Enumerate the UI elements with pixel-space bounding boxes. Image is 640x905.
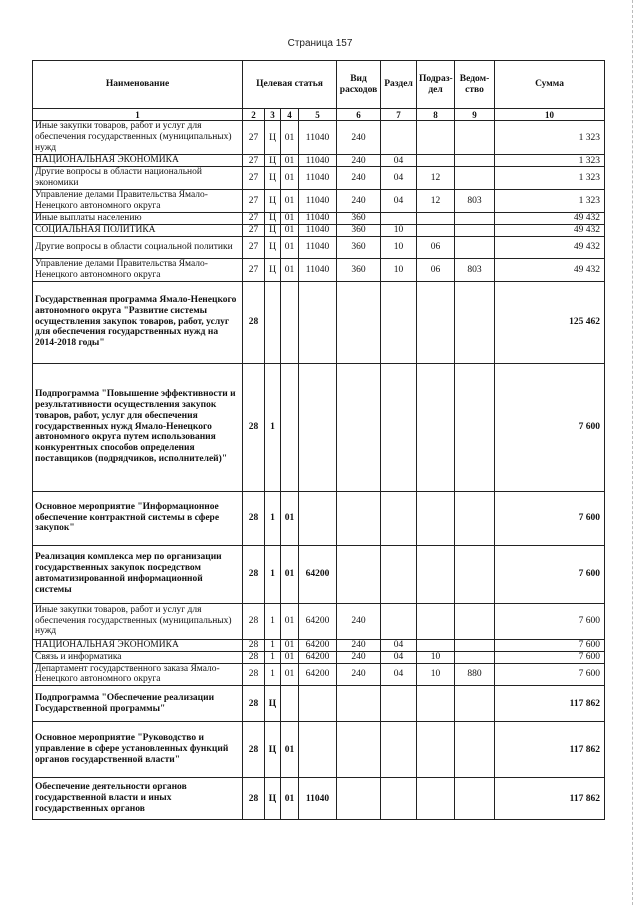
row-direction-code: 11040 xyxy=(299,778,337,820)
row-section xyxy=(381,778,417,820)
row-section xyxy=(381,281,417,363)
row-expense-type: 360 xyxy=(337,212,381,224)
row-program-code: 28 xyxy=(243,663,265,686)
row-subsection xyxy=(417,155,455,167)
row-name: Обеспечение деятельности органов государственной власти и иных государственных органов xyxy=(33,778,243,820)
row-direction-code: 64200 xyxy=(299,663,337,686)
row-department xyxy=(455,281,495,363)
column-number: 9 xyxy=(455,109,495,121)
row-direction-code: 11040 xyxy=(299,224,337,236)
page-edge xyxy=(632,0,634,905)
table-row xyxy=(33,778,605,820)
row-section: 10 xyxy=(381,224,417,236)
row-amount: 1 323 xyxy=(495,189,605,212)
row-subsection: 10 xyxy=(417,651,455,663)
row-name: Другие вопросы в области социальной политики xyxy=(33,236,243,258)
row-subsection: 06 xyxy=(417,236,455,258)
row-direction-code: 64200 xyxy=(299,651,337,663)
row-event-code: 01 xyxy=(281,778,299,820)
row-event-code: 01 xyxy=(281,189,299,212)
table-row xyxy=(33,639,605,651)
row-program-code: 27 xyxy=(243,212,265,224)
row-direction-code: 64200 xyxy=(299,603,337,639)
row-subprogram-code: 1 xyxy=(265,545,281,603)
row-section xyxy=(381,545,417,603)
row-department: 880 xyxy=(455,663,495,686)
table-row xyxy=(33,212,605,224)
row-name: Основное мероприятие "Руководство и управление в сфере установленных функций органов государственной власти" xyxy=(33,722,243,778)
row-department xyxy=(455,224,495,236)
row-subsection: 12 xyxy=(417,167,455,190)
row-section: 10 xyxy=(381,258,417,281)
row-program-code: 28 xyxy=(243,639,265,651)
budget-table xyxy=(32,60,605,820)
row-name: НАЦИОНАЛЬНАЯ ЭКОНОМИКА xyxy=(33,639,243,651)
column-number: 4 xyxy=(281,109,299,121)
header-subsection: Подраз- дел xyxy=(417,61,455,109)
row-section: 04 xyxy=(381,639,417,651)
row-name: Подпрограмма "Обеспечение реализации Государственной программы" xyxy=(33,686,243,722)
row-program-code: 27 xyxy=(243,236,265,258)
row-subprogram-code: Ц xyxy=(265,236,281,258)
row-name: СОЦИАЛЬНАЯ ПОЛИТИКА xyxy=(33,224,243,236)
row-subprogram-code: Ц xyxy=(265,121,281,155)
table-row xyxy=(33,155,605,167)
row-event-code: 01 xyxy=(281,603,299,639)
row-amount: 117 862 xyxy=(495,778,605,820)
row-amount: 7 600 xyxy=(495,651,605,663)
column-number: 5 xyxy=(299,109,337,121)
row-section xyxy=(381,363,417,491)
row-program-code: 28 xyxy=(243,363,265,491)
row-department xyxy=(455,491,495,545)
row-subprogram-code: Ц xyxy=(265,167,281,190)
table-row xyxy=(33,224,605,236)
row-name: Управление делами Правительства Ямало-Ненецкого автономного округа xyxy=(33,189,243,212)
column-number: 2 xyxy=(243,109,265,121)
row-program-code: 27 xyxy=(243,121,265,155)
row-department xyxy=(455,212,495,224)
row-expense-type: 240 xyxy=(337,189,381,212)
row-subprogram-code: Ц xyxy=(265,258,281,281)
row-expense-type: 240 xyxy=(337,663,381,686)
row-department xyxy=(455,545,495,603)
row-direction-code: 11040 xyxy=(299,189,337,212)
row-amount: 49 432 xyxy=(495,212,605,224)
row-section: 04 xyxy=(381,155,417,167)
row-event-code: 01 xyxy=(281,236,299,258)
table-row xyxy=(33,651,605,663)
row-name: Иные закупки товаров, работ и услуг для обеспечения государственных (муниципальных) нужд xyxy=(33,121,243,155)
row-department xyxy=(455,363,495,491)
row-program-code: 27 xyxy=(243,155,265,167)
row-program-code: 28 xyxy=(243,686,265,722)
row-event-code xyxy=(281,281,299,363)
row-subsection xyxy=(417,722,455,778)
row-section xyxy=(381,212,417,224)
row-direction-code: 11040 xyxy=(299,155,337,167)
row-subprogram-code: 1 xyxy=(265,491,281,545)
row-program-code: 28 xyxy=(243,651,265,663)
row-amount: 7 600 xyxy=(495,363,605,491)
row-subsection xyxy=(417,212,455,224)
row-direction-code xyxy=(299,281,337,363)
row-direction-code: 11040 xyxy=(299,121,337,155)
table-row xyxy=(33,545,605,603)
row-subsection xyxy=(417,639,455,651)
table-row xyxy=(33,722,605,778)
row-subprogram-code xyxy=(265,281,281,363)
row-name: Иные выплаты населению xyxy=(33,212,243,224)
row-department xyxy=(455,603,495,639)
row-subprogram-code: Ц xyxy=(265,212,281,224)
row-name: Управление делами Правительства Ямало-Ненецкого автономного округа xyxy=(33,258,243,281)
row-amount: 7 600 xyxy=(495,639,605,651)
row-subprogram-code: Ц xyxy=(265,722,281,778)
column-number: 8 xyxy=(417,109,455,121)
row-direction-code xyxy=(299,686,337,722)
row-direction-code xyxy=(299,491,337,545)
row-subsection xyxy=(417,686,455,722)
row-name: Другие вопросы в области национальной экономики xyxy=(33,167,243,190)
row-subsection xyxy=(417,121,455,155)
row-department xyxy=(455,686,495,722)
row-subprogram-code: Ц xyxy=(265,778,281,820)
row-program-code: 28 xyxy=(243,603,265,639)
row-amount: 49 432 xyxy=(495,258,605,281)
row-amount: 7 600 xyxy=(495,663,605,686)
row-event-code xyxy=(281,363,299,491)
column-number: 6 xyxy=(337,109,381,121)
row-expense-type: 240 xyxy=(337,121,381,155)
row-section xyxy=(381,491,417,545)
row-program-code: 28 xyxy=(243,722,265,778)
row-amount: 49 432 xyxy=(495,236,605,258)
row-name: Основное мероприятие "Информационное обеспечение контрактной системы в сфере закупок" xyxy=(33,491,243,545)
row-subsection xyxy=(417,603,455,639)
row-direction-code: 64200 xyxy=(299,639,337,651)
header-department: Ведом- ство xyxy=(455,61,495,109)
header-name: Наименование xyxy=(33,61,243,109)
row-expense-type: 240 xyxy=(337,603,381,639)
table-row xyxy=(33,189,605,212)
row-subsection xyxy=(417,224,455,236)
row-event-code: 01 xyxy=(281,651,299,663)
row-amount: 1 323 xyxy=(495,155,605,167)
row-subsection xyxy=(417,491,455,545)
column-number-row xyxy=(33,109,605,121)
row-expense-type xyxy=(337,281,381,363)
row-section: 04 xyxy=(381,663,417,686)
row-subsection: 12 xyxy=(417,189,455,212)
row-expense-type xyxy=(337,686,381,722)
table-row xyxy=(33,167,605,190)
row-subsection: 10 xyxy=(417,663,455,686)
row-name: Подпрограмма "Повышение эффективности и результативности осуществления закупок товаров, работ, услуг для обеспечения государственных нужд Ямало-Ненецкого автономного округа путем использования конкурентных способов определения поставщиков (подрядчиков, исполнителей)" xyxy=(33,363,243,491)
table-row xyxy=(33,121,605,155)
row-expense-type xyxy=(337,363,381,491)
row-subsection xyxy=(417,545,455,603)
row-department xyxy=(455,236,495,258)
row-expense-type: 360 xyxy=(337,258,381,281)
row-event-code: 01 xyxy=(281,722,299,778)
row-direction-code: 11040 xyxy=(299,258,337,281)
row-name: НАЦИОНАЛЬНАЯ ЭКОНОМИКА xyxy=(33,155,243,167)
row-event-code: 01 xyxy=(281,167,299,190)
row-event-code xyxy=(281,686,299,722)
row-program-code: 27 xyxy=(243,258,265,281)
row-expense-type xyxy=(337,722,381,778)
row-subprogram-code: Ц xyxy=(265,224,281,236)
row-subprogram-code: 1 xyxy=(265,651,281,663)
row-department xyxy=(455,778,495,820)
row-amount: 49 432 xyxy=(495,224,605,236)
row-event-code: 01 xyxy=(281,224,299,236)
row-expense-type xyxy=(337,491,381,545)
header-row xyxy=(33,61,605,109)
row-name: Государственная программа Ямало-Ненецкого автономного округа "Развитие системы осуществления закупок товаров, работ, услуг для обеспечения государственных нужд на 2014-2018 годы" xyxy=(33,281,243,363)
row-section xyxy=(381,603,417,639)
row-department xyxy=(455,722,495,778)
table-row xyxy=(33,281,605,363)
row-event-code: 01 xyxy=(281,663,299,686)
header-section: Раздел xyxy=(381,61,417,109)
row-expense-type: 240 xyxy=(337,155,381,167)
row-subprogram-code: 1 xyxy=(265,603,281,639)
row-department xyxy=(455,639,495,651)
column-number: 7 xyxy=(381,109,417,121)
row-name: Реализация комплекса мер по организации государственных закупок посредством автоматизированной информационной системы xyxy=(33,545,243,603)
row-program-code: 27 xyxy=(243,167,265,190)
row-subsection xyxy=(417,778,455,820)
row-subsection xyxy=(417,363,455,491)
table-row xyxy=(33,236,605,258)
table-row xyxy=(33,258,605,281)
column-number: 1 xyxy=(33,109,243,121)
row-department xyxy=(455,121,495,155)
row-subprogram-code: Ц xyxy=(265,189,281,212)
row-subprogram-code: Ц xyxy=(265,155,281,167)
row-expense-type: 240 xyxy=(337,639,381,651)
row-direction-code xyxy=(299,722,337,778)
header-target: Целевая статья xyxy=(243,61,337,109)
row-amount: 7 600 xyxy=(495,545,605,603)
row-expense-type xyxy=(337,545,381,603)
row-section: 04 xyxy=(381,167,417,190)
row-amount: 1 323 xyxy=(495,121,605,155)
row-amount: 7 600 xyxy=(495,603,605,639)
row-department xyxy=(455,651,495,663)
row-direction-code: 64200 xyxy=(299,545,337,603)
column-number: 3 xyxy=(265,109,281,121)
row-program-code: 27 xyxy=(243,189,265,212)
page-number: Страница 157 xyxy=(287,38,353,49)
row-department: 803 xyxy=(455,189,495,212)
row-direction-code: 11040 xyxy=(299,167,337,190)
table-row xyxy=(33,363,605,491)
row-subsection xyxy=(417,281,455,363)
row-event-code: 01 xyxy=(281,258,299,281)
column-number: 10 xyxy=(495,109,605,121)
row-name: Связь и информатика xyxy=(33,651,243,663)
row-expense-type: 240 xyxy=(337,167,381,190)
row-program-code: 27 xyxy=(243,224,265,236)
row-subprogram-code: 1 xyxy=(265,639,281,651)
header-expense-type: Вид расходов xyxy=(337,61,381,109)
row-name: Департамент государственного заказа Ямало-Ненецкого автономного округа xyxy=(33,663,243,686)
row-section: 04 xyxy=(381,189,417,212)
row-subprogram-code: Ц xyxy=(265,686,281,722)
row-event-code: 01 xyxy=(281,639,299,651)
row-department: 803 xyxy=(455,258,495,281)
row-section: 10 xyxy=(381,236,417,258)
table-row xyxy=(33,491,605,545)
row-amount: 117 862 xyxy=(495,722,605,778)
row-section xyxy=(381,722,417,778)
table-row xyxy=(33,603,605,639)
row-direction-code: 11040 xyxy=(299,236,337,258)
row-event-code: 01 xyxy=(281,121,299,155)
row-event-code: 01 xyxy=(281,212,299,224)
table-row xyxy=(33,663,605,686)
row-event-code: 01 xyxy=(281,491,299,545)
row-program-code: 28 xyxy=(243,491,265,545)
row-amount: 125 462 xyxy=(495,281,605,363)
row-department xyxy=(455,167,495,190)
row-event-code: 01 xyxy=(281,155,299,167)
row-expense-type: 360 xyxy=(337,236,381,258)
row-subprogram-code: 1 xyxy=(265,663,281,686)
row-direction-code: 11040 xyxy=(299,212,337,224)
row-department xyxy=(455,155,495,167)
row-amount: 7 600 xyxy=(495,491,605,545)
row-subsection: 06 xyxy=(417,258,455,281)
row-name: Иные закупки товаров, работ и услуг для обеспечения государственных (муниципальных) нужд xyxy=(33,603,243,639)
row-section xyxy=(381,686,417,722)
row-event-code: 01 xyxy=(281,545,299,603)
row-amount: 117 862 xyxy=(495,686,605,722)
row-expense-type xyxy=(337,778,381,820)
row-direction-code xyxy=(299,363,337,491)
row-program-code: 28 xyxy=(243,778,265,820)
table-row xyxy=(33,686,605,722)
row-program-code: 28 xyxy=(243,545,265,603)
row-program-code: 28 xyxy=(243,281,265,363)
row-section xyxy=(381,121,417,155)
row-expense-type: 360 xyxy=(337,224,381,236)
row-expense-type: 240 xyxy=(337,651,381,663)
row-amount: 1 323 xyxy=(495,167,605,190)
row-section: 04 xyxy=(381,651,417,663)
row-subprogram-code: 1 xyxy=(265,363,281,491)
header-amount: Сумма xyxy=(495,61,605,109)
